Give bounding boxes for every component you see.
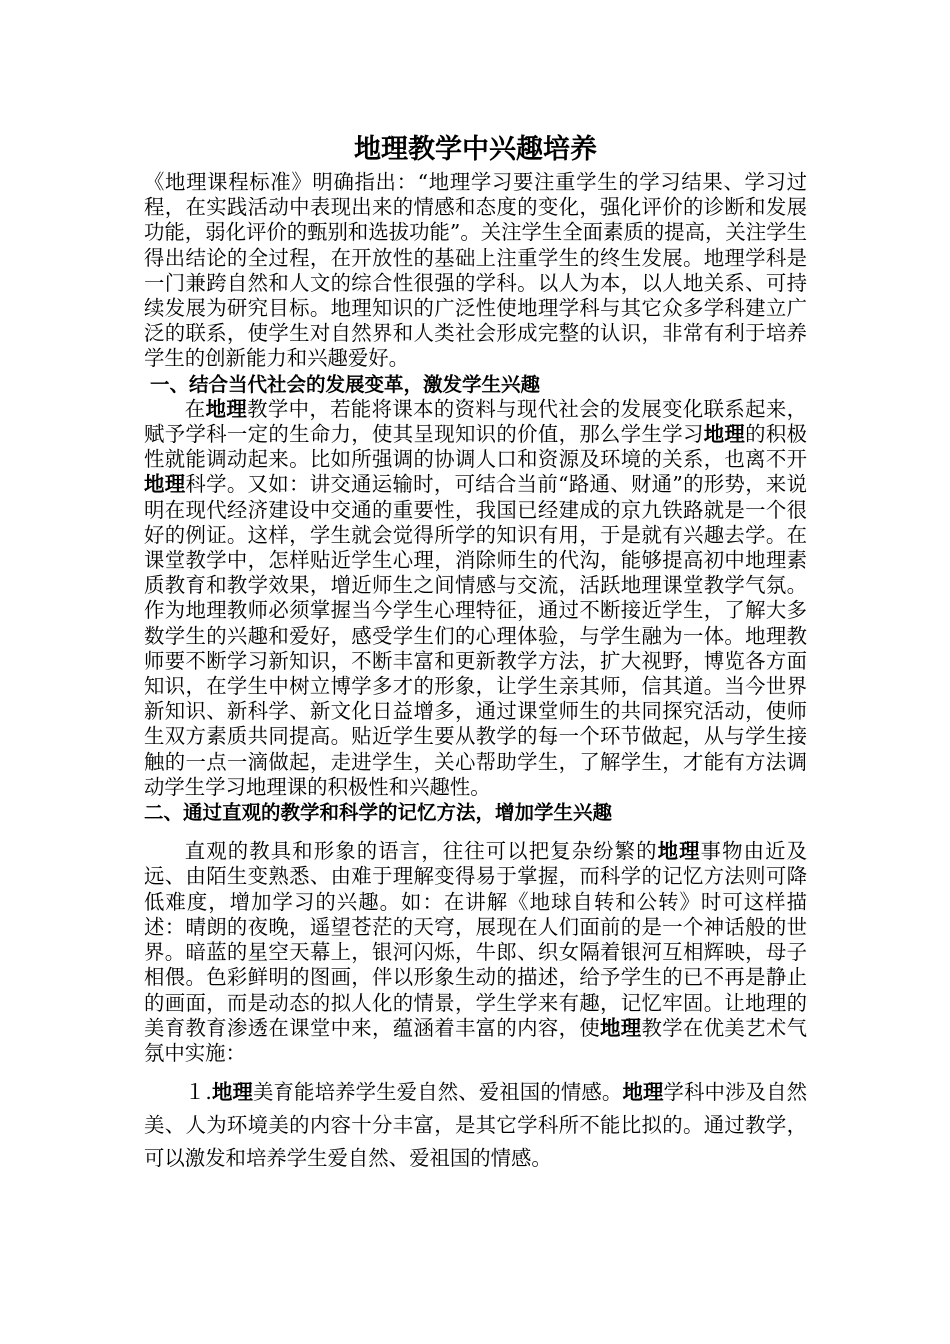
item-1-paragraph: １.地理美育能培养学生爱自然、爱祖国的情感。地理学科中涉及自然美、人为环境美的内容十分丰富，是其它学科所不能比拟的。通过教学，可以激发和培养学生爱自然、爱祖国的情感。 (144, 1080, 808, 1171)
section-1-heading: 一、结合当代社会的发展变革，激发学生兴趣 (150, 372, 541, 396)
item-1-number: １ (184, 1080, 206, 1105)
section-1-paragraph: 在地理教学中，若能将课本的资料与现代社会的发展变化联系起来，赋予学科一定的生命力，使其呈现知识的价值，那么学生学习地理的积极性就能调动起来。比如所强调的协调人口和资源及环境的关系，也离不开地理科学。又如：讲交通运输时，可结合当前“路通、财通”的形势，来说明在现代经济建设中交通的重要性，我国已经建成的京九铁路就是一个很好的例证。这样，学生就会觉得所学的知识有用，于是就有兴趣去学。在课堂教学中，怎样贴近学生心理，消除师生的代沟，能够提高初中地理素质教育和教学效果，增近师生之间情感与交流，活跃地理课堂教学气氛。作为地理教师必须掌握当今学生心理特征，通过不断接近学生，了解大多数学生的兴趣和爱好，感受学生们的心理体验，与学生融为一体。地理教师要不断学习新知识，不断丰富和更新教学方法，扩大视野，博览各方面知识，在学生中树立博学多才的形象，让学生亲其师，信其道。当今世界新知识、新科学、新文化日益增多，通过课堂师生的共同探究活动，使师生双方素质共同提高。贴近学生要从教学的每一个环节做起，从与学生接触的一点一滴做起，走进学生，关心帮助学生，了解学生，才能有方法调动学生学习地理课的积极性和兴趣性。 (144, 396, 808, 799)
section-2-paragraph: 直观的教具和形象的语言，往往可以把复杂纷繁的地理事物由近及远、由陌生变熟悉、由难于理解变得易于掌握，而科学的记忆方法则可降低难度，增加学习的兴趣。如：在讲解《地球自转和公转》时可这样描述：晴朗的夜晚，遥望苍茫的天穹，展现在人们面前的是一个神话般的世界。暗蓝的星空天幕上，银河闪烁，牛郎、织女隔着银河互相辉映，母子相偎。色彩鲜明的图画，伴以形象生动的描述，给予学生的已不再是静止的画面，而是动态的拟人化的情景，学生学来有趣，记忆牢固。让地理的美育教育渗透在课堂中来，蕴涵着丰富的内容，使地理教学在优美艺术气氛中实施： (144, 839, 808, 1065)
intro-paragraph: 《地理课程标准》明确指出：“地理学习要注重学生的学习结果、学习过程，在实践活动中表现出来的情感和态度的变化，强化评价的诊断和发展功能，弱化评价的甄别和选拔功能”。关注学生全面素质的提高，关注学生得出结论的全过程，在开放性的基础上注重学生的终生发展。地理学科是一门兼跨自然和人文的综合性很强的学科。以人为本，以人地关系、可持续发展为研究目标。地理知识的广泛性使地理学科与其它众多学科建立广泛的联系，使学生对自然界和人类社会形成完整的认识，非常有利于培养学生的创新能力和兴趣爱好。 (144, 170, 807, 371)
section-2-heading: 二、通过直观的教学和科学的记忆方法，增加学生兴趣 (144, 801, 613, 825)
document-title: 地理教学中兴趣培养 (354, 134, 597, 165)
document-page (144, 128, 807, 1175)
